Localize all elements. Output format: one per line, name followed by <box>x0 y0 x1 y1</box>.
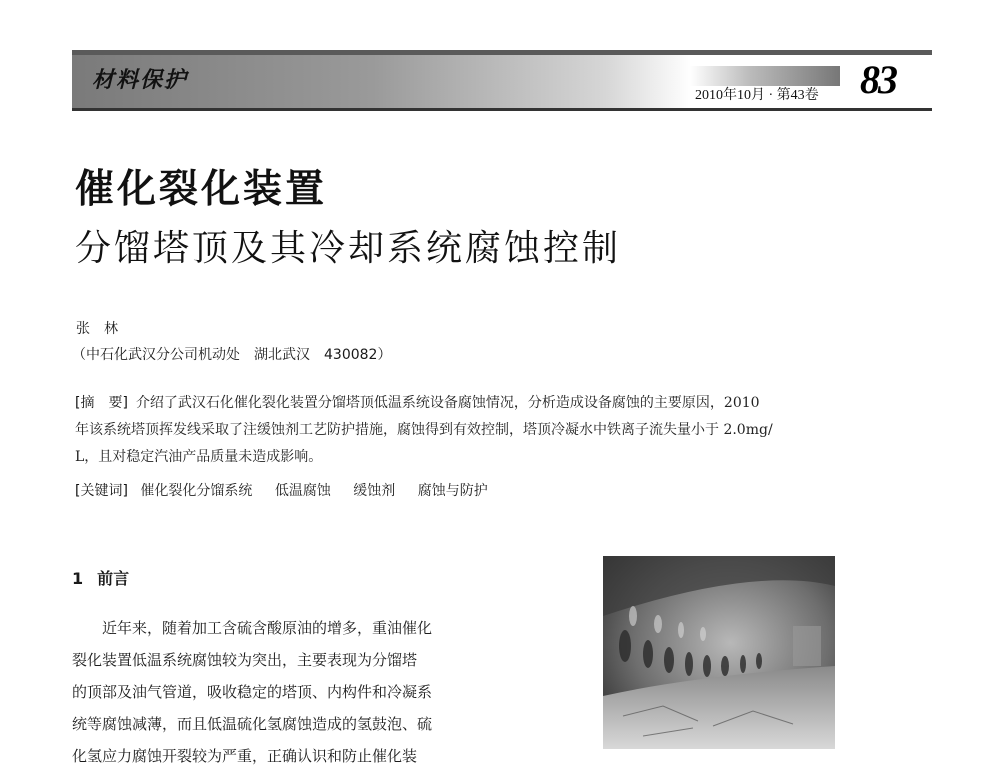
keyword: 低温腐蚀 <box>274 483 331 499</box>
body-line: 近年来，随着加工含硫含酸原油的增多，重油催化 <box>72 619 433 637</box>
header-gradient-bar <box>690 66 840 86</box>
section-number: 1 <box>72 569 84 588</box>
keyword: 催化裂化分馏系统 <box>140 483 253 499</box>
journal-logo: 材料保护 <box>92 67 189 93</box>
abstract-line: 介绍了武汉石化催化裂化装置分馏塔顶低温系统设备腐蚀情况，分析造成设备腐蚀的主要原因，2010 <box>135 395 760 411</box>
issue-info: 2010年10月 · 第43卷 <box>695 88 819 103</box>
abstract <box>75 390 935 471</box>
corrosion-photo <box>603 556 835 749</box>
keywords <box>75 480 506 500</box>
corrosion-photo-image <box>603 556 835 749</box>
abstract-label: [摘 要] <box>75 395 128 411</box>
section-heading <box>72 566 129 589</box>
title-line2: 分馏塔顶及其冷却系统腐蚀控制 <box>75 228 622 269</box>
author-affiliation: （中石化武汉分公司机动处 湖北武汉 430082） <box>72 347 392 363</box>
abstract-line: 年该系统塔顶挥发线采取了注缓蚀剂工艺防护措施，腐蚀得到有效控制，塔顶冷凝水中铁离子流失量小于 2.0mg/ <box>75 422 773 438</box>
body-line: 裂化装置低温系统腐蚀较为突出，主要表现为分馏塔 <box>72 651 418 669</box>
keyword: 腐蚀与防护 <box>417 483 488 499</box>
title-line1: 催化裂化装置 <box>75 167 328 212</box>
section-body <box>72 612 492 772</box>
abstract-line: L，且对稳定汽油产品质量未造成影响。 <box>75 449 323 465</box>
keywords-label: [关键词] <box>75 483 128 499</box>
author-name: 张 林 <box>76 321 118 337</box>
body-line: 统等腐蚀减薄，而且低温硫化氢腐蚀造成的氢鼓泡、硫 <box>72 715 433 733</box>
section-title: 前言 <box>97 569 130 588</box>
body-line: 化氢应力腐蚀开裂较为严重，正确认识和防止催化装 <box>72 747 418 765</box>
body-line: 的顶部及油气管道，吸收稳定的塔顶、内构件和冷凝系 <box>72 683 433 701</box>
page-number: 83 <box>860 57 896 102</box>
header-rule <box>72 108 932 111</box>
keyword: 缓蚀剂 <box>353 483 396 499</box>
